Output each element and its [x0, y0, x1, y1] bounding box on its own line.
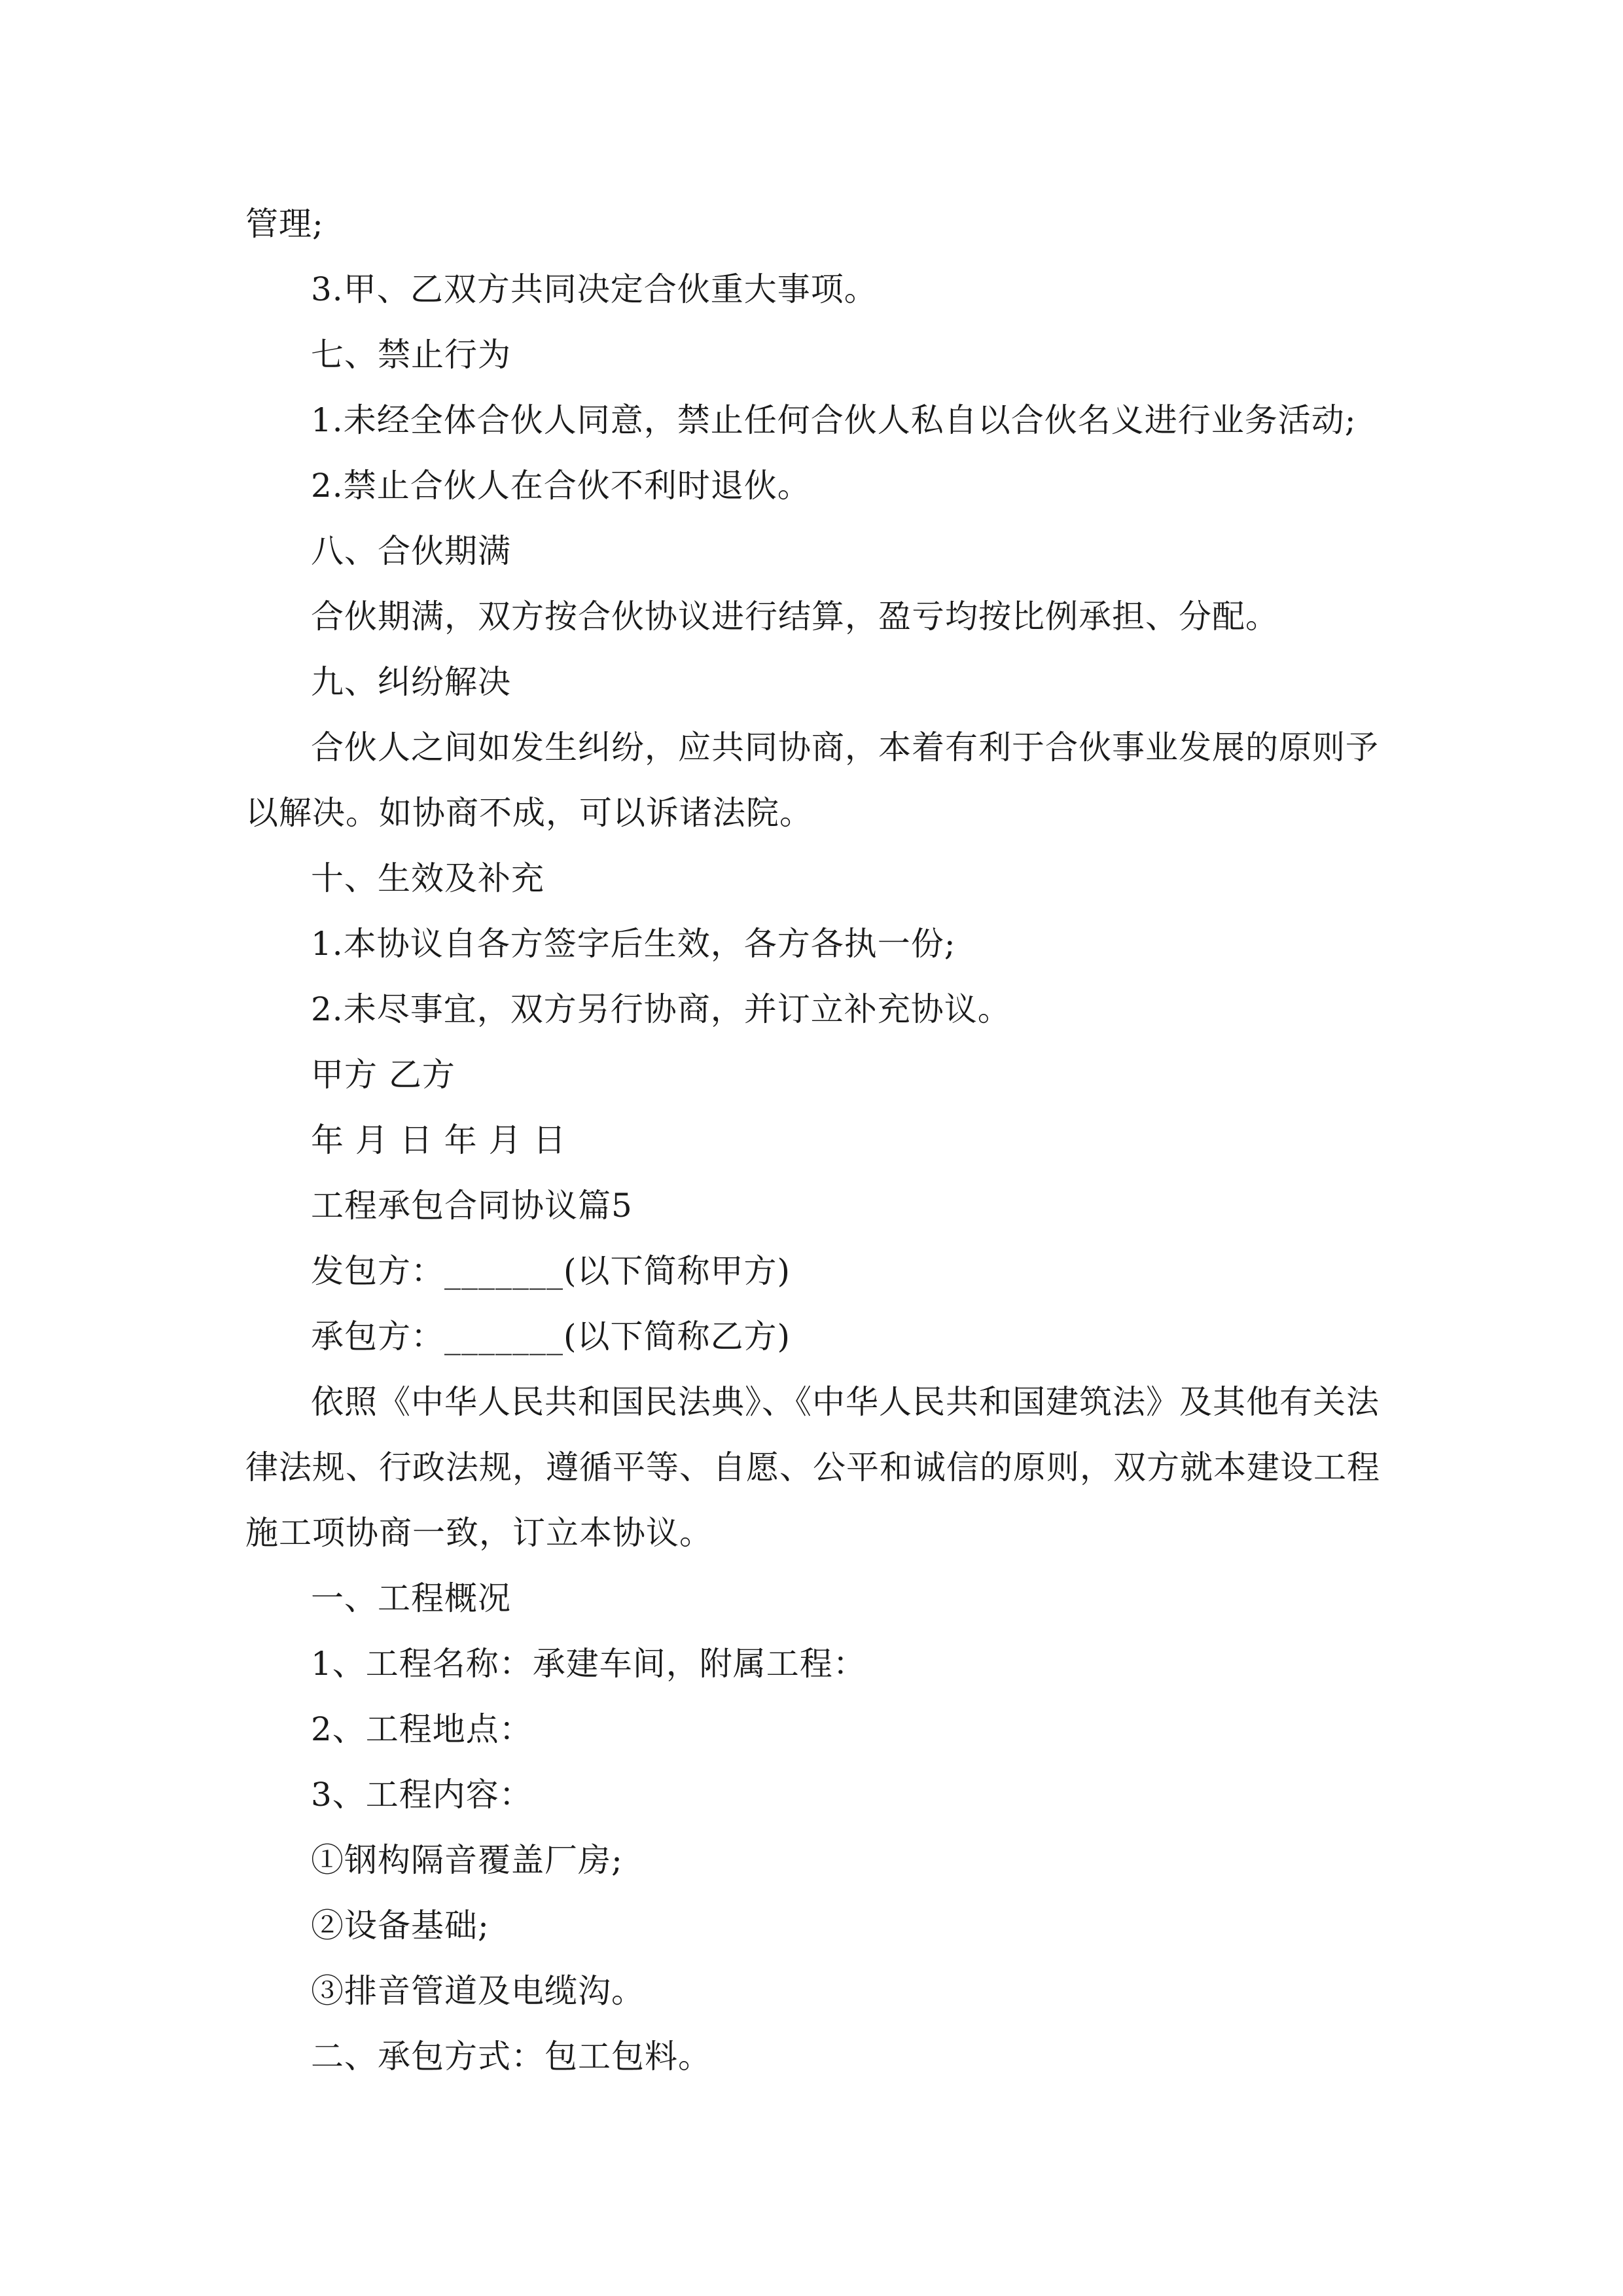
signature-line: 甲方 乙方 — [311, 1056, 455, 1094]
paragraph: 合伙人之间如发生纠纷，应共同协商，本着有利于合伙事业发展的原则予以解决。如协商不成，可以诉诸法院。 — [245, 728, 1379, 832]
list-item: ①钢构隔音覆盖厂房; — [311, 1841, 623, 1879]
section-heading: 二、承包方式：包工包料。 — [311, 2037, 711, 2075]
party-line: 承包方：_______(以下简称乙方) — [311, 1318, 791, 1355]
paragraph: 1.本协议自各方签字后生效，各方各执一份; — [311, 925, 956, 963]
paragraph: 1、工程名称：承建车间，附属工程： — [311, 1645, 866, 1683]
paragraph: 2、工程地点： — [311, 1710, 533, 1748]
paragraph: 2.禁止合伙人在合伙不利时退伙。 — [311, 467, 811, 505]
paragraph: 3、工程内容： — [311, 1776, 533, 1814]
paragraph: 合伙期满，双方按合伙协议进行结算，盈亏均按比例承担、分配。 — [311, 598, 1279, 636]
section-heading: 十、生效及补充 — [311, 859, 544, 897]
paragraph: 依照《中华人民共和国民法典》、《中华人民共和国建筑法》及其他有关法律法规、行政法规，遵循平等、自愿、公平和诚信的原则，双方就本建设工程施工项协商一致，订立本协议。 — [245, 1383, 1380, 1552]
paragraph: 1.未经全体合伙人同意，禁止任何合伙人私自以合伙名义进行业务活动; — [311, 401, 1357, 439]
list-item: ②设备基础; — [311, 1907, 490, 1945]
paragraph: 2.未尽事宜，双方另行协商，并订立补充协议。 — [311, 990, 1011, 1028]
section-heading: 八、合伙期满 — [311, 532, 511, 570]
section-heading: 七、禁止行为 — [311, 336, 511, 374]
document-title: 工程承包合同协议篇5 — [311, 1187, 633, 1225]
section-heading: 九、纠纷解决 — [311, 663, 511, 701]
paragraph: 3.甲、乙双方共同决定合伙重大事项。 — [311, 270, 878, 308]
document-body — [245, 191, 1387, 2089]
list-item: ③排音管道及电缆沟。 — [311, 1972, 645, 2010]
party-line: 发包方：_______(以下简称甲方) — [311, 1252, 791, 1290]
paragraph: 管理; — [245, 205, 324, 243]
section-heading: 一、工程概况 — [311, 1579, 511, 1617]
date-line: 年 月 日 年 月 日 — [311, 1121, 567, 1159]
